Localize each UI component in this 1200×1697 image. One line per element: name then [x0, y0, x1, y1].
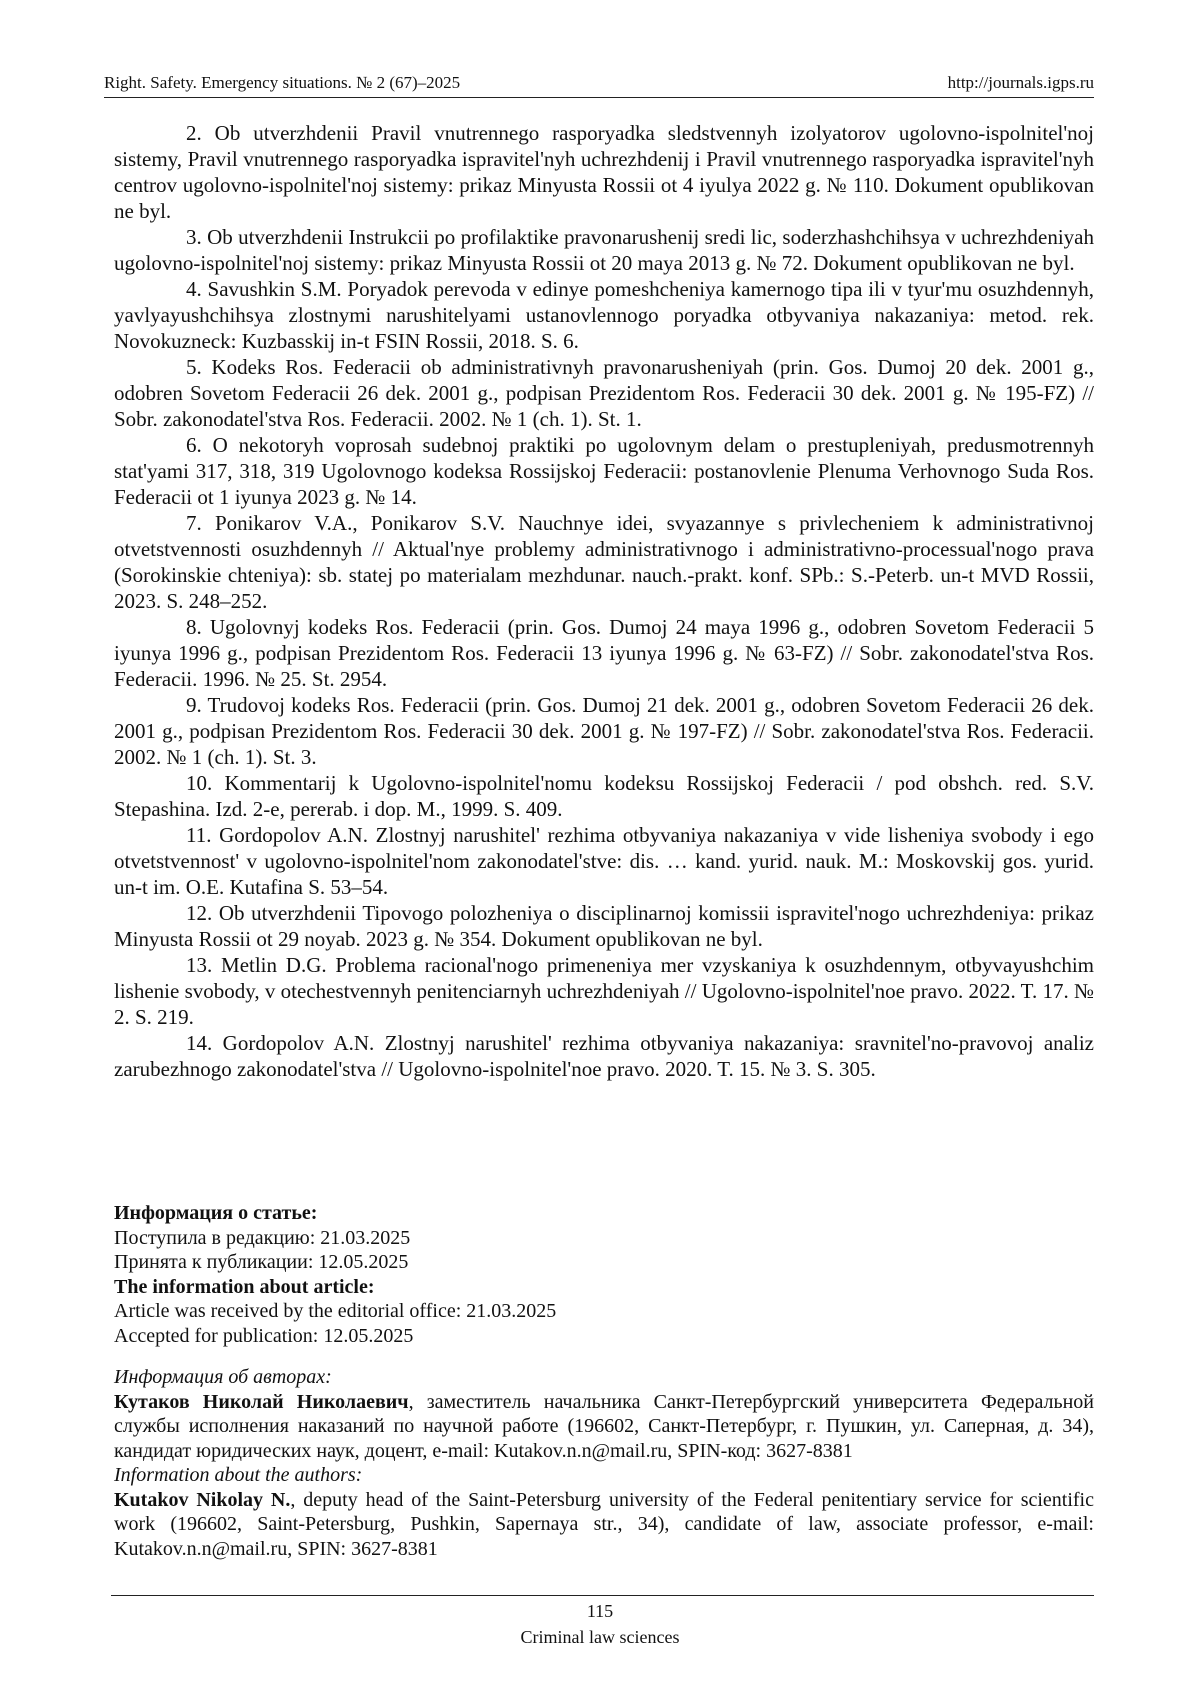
reference-item: 9. Trudovoj kodeks Ros. Federacii (prin. Gos. Dumoj 21 dek. 2001 g., odobren Sovetom Federacii 26 dek. 2001 g., podpisan Prezidentom Ros. Federacii 30 dek. 2001 g. № 197-FZ) // Sobr. zakonodatel'stva Ros. Federacii. 2002. № 1 (ch. 1). St. 3.: [114, 693, 1094, 769]
accepted-date-ru: Принята к публикации: 12.05.2025: [114, 1251, 409, 1273]
received-date-en: Article was received by the editorial office: 21.03.2025: [114, 1300, 557, 1322]
author-entry-en: [114, 1488, 1094, 1562]
author-entry-ru: [114, 1390, 1094, 1464]
journal-url[interactable]: http://journals.igps.ru: [947, 73, 1094, 92]
journal-title: Right. Safety. Emergency situations. № 2 (67)–2025: [104, 73, 461, 92]
author-details-ru: , заместитель начальника Санкт-Петербургский университета Федеральной службы исполнения наказаний по научной работе (196602, Санкт-Петербург, г. Пушкин, ул. Саперная, д. 34), кандидат юридических наук, доцент, e-mail: Kutakov.n.n@mail.ru, SPIN-код: 3627-8381: [114, 1390, 1094, 1462]
page-number: 115: [586, 1601, 614, 1621]
author-name-en: Kutakov Nikolay N.: [114, 1488, 291, 1511]
running-header: [104, 72, 1094, 98]
reference-item: 2. Ob utverzhdenii Pravil vnutrennego rasporyadka sledstvennyh izolyatorov ugolovno-ispolnitel'noj sistemy, Pravil vnutrennego rasporyadka ispravitel'nyh uchrezhdenij i Pravil vnutrennego rasporyadka ispravitel'nyh centrov ugolovno-ispolnitel'noj sistemy: prikaz Minyusta Rossii ot 4 iyulya 2022 g. № 110. Dokument opublikovan ne byl.: [114, 121, 1094, 223]
author-name-ru: Кутаков Николай Николаевич: [114, 1390, 409, 1413]
reference-item: 12. Ob utverzhdenii Tipovogo polozheniya o disciplinarnoj komissii ispravitel'nogo uchrezhdeniya: prikaz Minyusta Rossii ot 29 noyab. 2023 g. № 354. Dokument opublikovan ne byl.: [114, 901, 1094, 951]
received-date-ru: Поступила в редакцию: 21.03.2025: [114, 1226, 411, 1249]
article-info: [114, 1201, 1094, 1348]
reference-list: [114, 120, 1094, 1082]
reference-item: 8. Ugolovnyj kodeks Ros. Federacii (prin. Gos. Dumoj 24 maya 1996 g., odobren Sovetom Federacii 5 iyunya 1996 g., podpisan Prezidentom Ros. Federacii 13 iyunya 1996 g. № 63-FZ) // Sobr. zakonodatel'stva Ros. Federacii. 1996. № 25. St. 2954.: [114, 615, 1094, 691]
author-info-heading-ru: Информация об авторах:: [114, 1366, 332, 1388]
accepted-date-en: Accepted for publication: 12.05.2025: [114, 1324, 414, 1347]
reference-item: 6. O nekotoryh voprosah sudebnoj praktiki po ugolovnym delam o prestupleniyah, predusmotrennyh stat'yami 317, 318, 319 Ugolovnogo kodeksa Rossijskoj Federacii: postanovlenie Plenuma Verhovnogo Suda Ros. Federacii ot 1 iyunya 2023 g. № 14.: [114, 433, 1094, 509]
reference-item: 3. Ob utverzhdenii Instrukcii po profilaktike pravonarushenij sredi lic, soderzhashchihsya v uchrezhdeniyah ugolovno-ispolnitel'noj sistemy: prikaz Minyusta Rossii ot 20 maya 2013 g. № 72. Dokument opublikovan ne byl.: [114, 225, 1094, 275]
article-info-heading-en: The information about article:: [114, 1275, 375, 1298]
reference-item: 7. Ponikarov V.A., Ponikarov S.V. Nauchnye idei, svyazannye s privlecheniem k administrativnoj otvetstvennosti osuzhdennyh // Aktual'nye problemy administrativnogo i administrativno-processual'nogo prava (Sorokinskie chteniya): sb. statej po materialam mezhdunar. nauch.-prakt. konf. SPb.: S.-Peterb. un-t MVD Rossii, 2023. S. 248–252.: [114, 511, 1094, 613]
reference-item: 11. Gordopolov A.N. Zlostnyj narushitel' rezhima otbyvaniya nakazaniya v vide lisheniya svobody i ego otvetstvennost' v ugolovno-ispolnitel'nom zakonodatel'stve: dis. … kand. yurid. nauk. M.: Moskovskij gos. yurid. un-t im. O.E. Kutafina S. 53–54.: [114, 823, 1094, 899]
author-info: [114, 1365, 1094, 1561]
footer-divider: [111, 1595, 1094, 1596]
article-info-heading-ru: Информация о статье:: [114, 1202, 318, 1224]
author-info-heading-en: Information about the authors:: [114, 1464, 363, 1486]
reference-item: 13. Metlin D.G. Problema racional'nogo primeneniya mer vzyskaniya k osuzhdennym, otbyvayushchim lishenie svobody, v otechestvennyh penitenciarnyh uchrezhdeniyah // Ugolovno-ispolnitel'noe pravo. 2022. T. 17. № 2. S. 219.: [114, 953, 1094, 1029]
reference-item: 5. Kodeks Ros. Federacii ob administrativnyh pravonarusheniyah (prin. Gos. Dumoj 20 dek. 2001 g., odobren Sovetom Federacii 26 dek. 2001 g., podpisan Prezidentom Ros. Federacii 30 dek. 2001 g. № 195-FZ) // Sobr. zakonodatel'stva Ros. Federacii. 2002. № 1 (ch. 1). St. 1.: [114, 355, 1094, 431]
reference-item: 14. Gordopolov A.N. Zlostnyj narushitel' rezhima otbyvaniya nakazaniya: sravnitel'no-pravovoj analiz zarubezhnogo zakonodatel'stva // Ugolovno-ispolnitel'noe pravo. 2020. T. 15. № 3. S. 305.: [114, 1031, 1094, 1081]
reference-item: 10. Kommentarij k Ugolovno-ispolnitel'nomu kodeksu Rossijskoj Federacii / pod obshch. red. S.V. Stepashina. Izd. 2-e, pererab. i dop. M., 1999. S. 409.: [114, 771, 1094, 821]
author-details-en: , deputy head of the Saint-Petersburg university of the Federal penitentiary service for scientific work (196602, Saint-Petersburg, Pushkin, Sapernaya str., 34), candidate of law, associate professor, e-mail: Kutakov.n.n@mail.ru, SPIN: 3627-8381: [114, 1488, 1094, 1560]
journal-section: Criminal law sciences: [520, 1627, 680, 1647]
reference-item: 4. Savushkin S.M. Poryadok perevoda v edinye pomeshcheniya kamernogo tipa ili v tyur'mu osuzhdennyh, yavlyayushchihsya zlostnymi narushitelyami ustanovlennogo poryadka otbyvaniya nakazaniya: metod. rek. Novokuzneck: Kuzbasskij in-t FSIN Rossii, 2018. S. 6.: [114, 277, 1094, 353]
